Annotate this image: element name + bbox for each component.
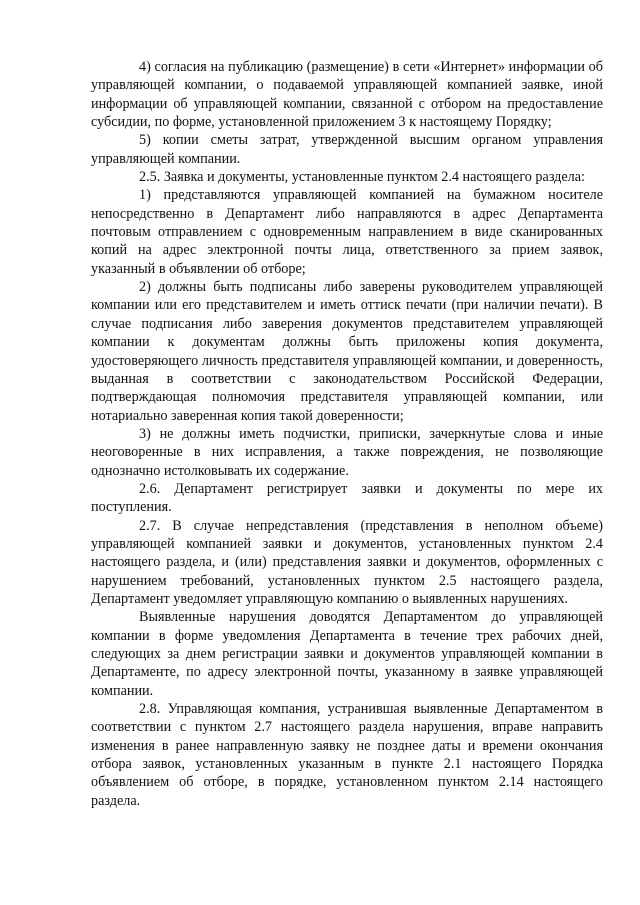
paragraph-2-5-item-1: 1) представляются управляющей компанией на бумажном носителе непосредственно в Департамент либо направляются в адрес Департамента почтовым отправлением с одновременным направлением в виде сканированных копий на адрес электронной почты лица, ответственного за прием заявок, указанный в объявлении об отборе; xyxy=(91,187,603,277)
paragraph-2-5-item-3: 3) не должны иметь подчистки, приписки, зачеркнутые слова и иные неоговоренные в них исправления, а также повреждения, не позволяющие однозначно истолковывать их содержание. xyxy=(91,425,603,479)
paragraph-2-7: 2.7. В случае непредставления (представления в неполном объеме) управляющей компанией заявки и документов, установленных пунктом 2.4 настоящего раздела, и (или) представления заявки и документов, оформленных с нарушением требований, установленных пунктом 2.5 настоящего раздела, Департамент уведомляет управляющую компанию о выявленных нарушениях. xyxy=(91,517,603,607)
paragraph-cost-estimate: 5) копии сметы затрат, утвержденной высшим органом управления управляющей компании. xyxy=(91,132,603,167)
paragraph-2-8: 2.8. Управляющая компания, устранившая выявленные Департаментом в соответствии с пунктом 2.7 настоящего раздела нарушения, вправе направить изменения в ранее направленную заявку не позднее даты и времени окончания отбора заявок, установленных указанным в пункте 2.1 настоящего Порядка объявлением об отборе, в порядке, установленном пунктом 2.14 настоящего раздела. xyxy=(91,701,603,809)
document-page xyxy=(91,58,603,810)
paragraph-consent-publication: 4) согласия на публикацию (размещение) в сети «Интернет» информации об управляющей компании, о подаваемой управляющей компанией заявке, иной информации об управляющей компании, связанной с отбором на предоставление субсидии, по форме, установленной приложением 3 к настоящему Порядку; xyxy=(91,59,603,131)
paragraph-violations-notice: Выявленные нарушения доводятся Департаментом до управляющей компании в форме уведомления Департамента в течение трех рабочих дней, следующих за днем регистрации заявки и документов управляющей компании в Департаменте, по адресу электронной почты, указанному в заявке управляющей компании. xyxy=(91,609,603,699)
paragraph-2-5-item-2: 2) должны быть подписаны либо заверены руководителем управляющей компании или его представителем и иметь оттиск печати (при наличии печати). В случае подписания либо заверения документов представителем управляющей компании к документам должны быть приложены копия документа, удостоверяющего личность представителя управляющей компании, и доверенность, выданная в соответствии с законодательством Российской Федерации, подтверждающая полномочия представителя управляющей компании, или нотариально заверенная копия такой доверенности; xyxy=(91,279,603,424)
paragraph-2-6: 2.6. Департамент регистрирует заявки и документы по мере их поступления. xyxy=(91,480,603,516)
paragraph-2-5-heading: 2.5. Заявка и документы, установленные пунктом 2.4 настоящего раздела: xyxy=(139,169,585,186)
